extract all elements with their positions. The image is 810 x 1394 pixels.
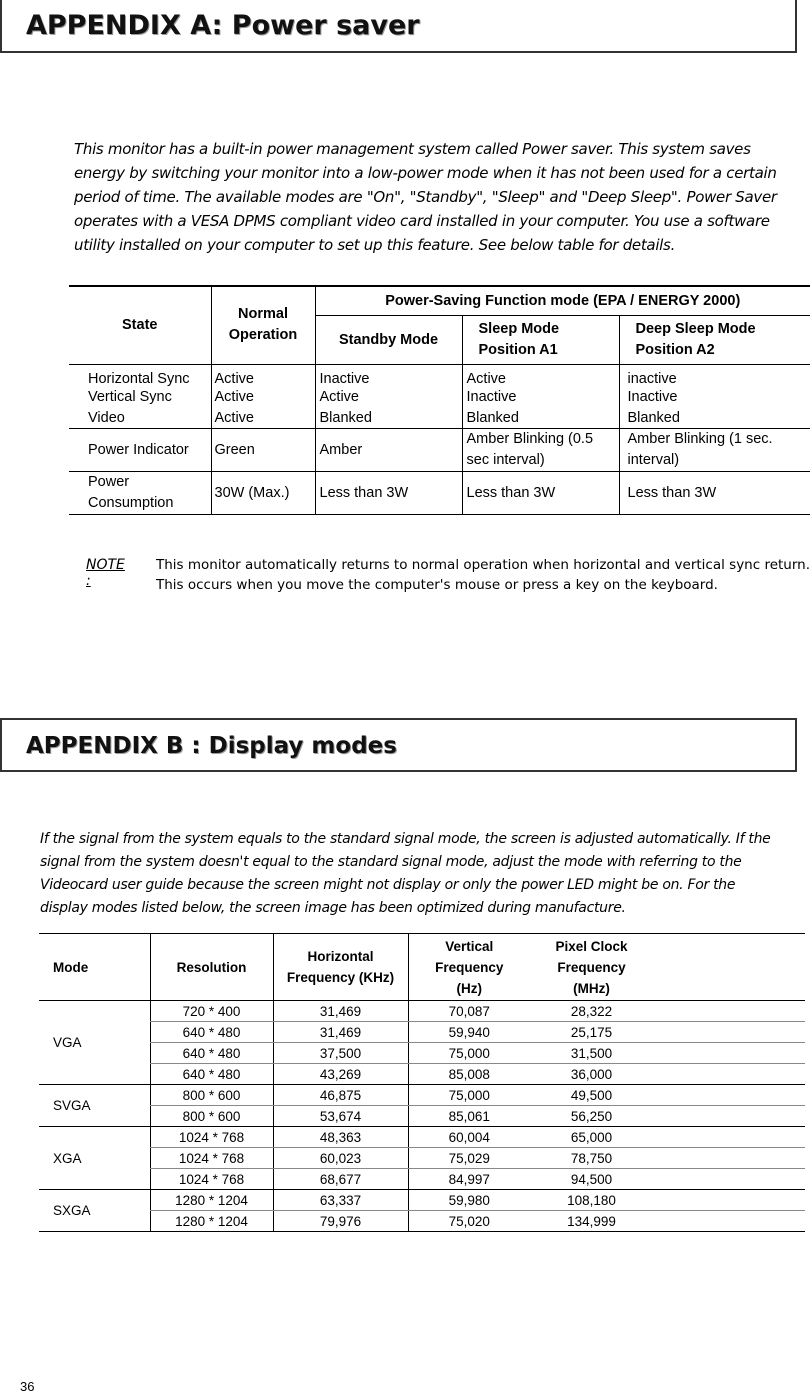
table-cell: 59,980 bbox=[408, 1190, 530, 1211]
table-cell: 75,029 bbox=[408, 1148, 530, 1169]
table-row bbox=[39, 1106, 805, 1127]
table-row bbox=[39, 1085, 805, 1106]
power-table-row bbox=[69, 408, 810, 429]
table-cell: 48,363 bbox=[273, 1127, 408, 1148]
table-cell: 43,269 bbox=[273, 1064, 408, 1085]
table-cell: 720 * 400 bbox=[150, 1001, 273, 1022]
table-cell: 31,469 bbox=[273, 1001, 408, 1022]
table-cell: 800 * 600 bbox=[150, 1085, 273, 1106]
appendix-a-title: APPENDIX A: Power saver bbox=[26, 10, 420, 41]
blank-cell bbox=[653, 1106, 805, 1127]
header-blank bbox=[653, 934, 805, 1001]
blank-cell bbox=[653, 1022, 805, 1043]
header-horizontal-frequency: Horizontal Frequency (KHz) bbox=[273, 934, 408, 1001]
header-state: State bbox=[69, 286, 211, 364]
table-row bbox=[39, 1190, 805, 1211]
header-vertical-frequency: Vertical Frequency (Hz) bbox=[408, 934, 530, 1001]
power-table-cell: Horizontal Sync bbox=[69, 364, 211, 387]
power-table-cell: Blanked bbox=[315, 408, 462, 429]
power-table-cell: Vertical Sync bbox=[69, 387, 211, 408]
power-table-cell: Inactive bbox=[627, 389, 678, 405]
power-table-cell: Blanked bbox=[462, 408, 619, 429]
table-row bbox=[39, 1064, 805, 1085]
appendix-b-intro: If the signal from the system equals to the standard signal mode, the screen is adjusted automatically. If the signal from the system doesn't equal to the standard signal mode, adjust the mode with referring to the Videocard user guide because the screen might not display or only the power LED might be on. For the display modes listed below, the screen image has been optimized during manufacture. bbox=[40, 831, 771, 916]
power-table-cell: Inactive bbox=[462, 387, 619, 408]
header-power-saving-group: Power-Saving Function mode (EPA / ENERGY 2000) bbox=[315, 286, 810, 315]
table-cell: 53,674 bbox=[273, 1106, 408, 1127]
page-number: 36 bbox=[20, 1379, 35, 1394]
table-cell: 1280 * 1204 bbox=[150, 1211, 273, 1232]
power-table-cell: Active bbox=[211, 408, 315, 429]
table-cell: 85,061 bbox=[408, 1106, 530, 1127]
blank-cell bbox=[653, 1085, 805, 1106]
table-cell: 75,020 bbox=[408, 1211, 530, 1232]
table-cell: 640 * 480 bbox=[150, 1043, 273, 1064]
power-table-cell: Amber bbox=[315, 429, 462, 472]
table-cell: 60,004 bbox=[408, 1127, 530, 1148]
table-cell: 94,500 bbox=[530, 1169, 653, 1190]
blank-cell bbox=[653, 1001, 805, 1022]
power-table-row bbox=[69, 387, 810, 408]
power-table-cell: Active bbox=[462, 364, 619, 387]
table-cell: 25,175 bbox=[530, 1022, 653, 1043]
table-cell: 68,677 bbox=[273, 1169, 408, 1190]
appendix-b-title: APPENDIX B : Display modes bbox=[26, 733, 397, 759]
mode-cell: SVGA bbox=[39, 1085, 150, 1127]
mode-cell: VGA bbox=[39, 1001, 150, 1085]
table-cell: 800 * 600 bbox=[150, 1106, 273, 1127]
table-cell: 46,875 bbox=[273, 1085, 408, 1106]
table-cell: 56,250 bbox=[530, 1106, 653, 1127]
header-pixel-clock: Pixel Clock Frequency (MHz) bbox=[530, 934, 653, 1001]
power-table-cell: Amber Blinking (0.5 sec interval) bbox=[462, 429, 619, 472]
header-resolution: Resolution bbox=[150, 934, 273, 1001]
table-cell: 1280 * 1204 bbox=[150, 1190, 273, 1211]
power-table-cell: Inactive bbox=[315, 364, 462, 387]
power-saver-table bbox=[69, 285, 810, 515]
table-row bbox=[39, 1001, 805, 1022]
table-cell: 70,087 bbox=[408, 1001, 530, 1022]
power-table-cell: Active bbox=[315, 387, 462, 408]
note-label: NOTE : bbox=[86, 557, 125, 589]
blank-cell bbox=[653, 1127, 805, 1148]
table-cell: 1024 * 768 bbox=[150, 1169, 273, 1190]
blank-cell bbox=[653, 1148, 805, 1169]
mode-cell: SXGA bbox=[39, 1190, 150, 1232]
blank-cell bbox=[653, 1211, 805, 1232]
power-table-cell: Amber Blinking (1 sec. interval) bbox=[619, 429, 810, 472]
appendix-b-header bbox=[0, 718, 797, 772]
note-line-1: This monitor automatically returns to normal operation when horizontal and vertical sync return. bbox=[156, 557, 810, 573]
table-cell: 63,337 bbox=[273, 1190, 408, 1211]
table-cell: 640 * 480 bbox=[150, 1064, 273, 1085]
table-cell: 49,500 bbox=[530, 1085, 653, 1106]
table-cell: 108,180 bbox=[530, 1190, 653, 1211]
header-deep-sleep-mode: Deep Sleep Mode Position A2 bbox=[619, 315, 810, 364]
power-table-cell: Video bbox=[69, 408, 211, 429]
table-cell: 75,000 bbox=[408, 1085, 530, 1106]
table-cell: 84,997 bbox=[408, 1169, 530, 1190]
table-cell: 640 * 480 bbox=[150, 1022, 273, 1043]
table-row bbox=[39, 1127, 805, 1148]
blank-cell bbox=[653, 1190, 805, 1211]
table-cell: 134,999 bbox=[530, 1211, 653, 1232]
header-mode: Mode bbox=[39, 934, 150, 1001]
table-cell: 37,500 bbox=[273, 1043, 408, 1064]
table-cell: 36,000 bbox=[530, 1064, 653, 1085]
power-table-cell: 30W (Max.) bbox=[211, 472, 315, 515]
table-cell: 79,976 bbox=[273, 1211, 408, 1232]
power-table-cell: Active bbox=[211, 364, 315, 387]
table-cell: 1024 * 768 bbox=[150, 1148, 273, 1169]
appendix-a-intro: This monitor has a built-in power management system called Power saver. This system saves energy by switching your monitor into a low-power mode when it has not been used for a certain period of time. The available modes are "On", "Standby", "Sleep" and "Deep Sleep". Power Saver operates with a VESA DPMS compliant video card installed in your computer. You use a software utility installed on your computer to set up this feature. See below table for details. bbox=[74, 140, 777, 254]
note-line-2: This occurs when you move the computer's mouse or press a key on the keyboard. bbox=[156, 577, 718, 593]
table-cell: 59,940 bbox=[408, 1022, 530, 1043]
blank-cell bbox=[653, 1169, 805, 1190]
mode-cell: XGA bbox=[39, 1127, 150, 1190]
table-row bbox=[39, 1169, 805, 1190]
power-table-cell: Power Consumption bbox=[69, 472, 211, 515]
table-cell: 78,750 bbox=[530, 1148, 653, 1169]
blank-cell bbox=[653, 1064, 805, 1085]
power-table-row bbox=[69, 364, 810, 387]
table-row bbox=[39, 1148, 805, 1169]
power-table-cell: inactive bbox=[627, 370, 677, 387]
power-table-cell: Power Indicator bbox=[69, 429, 211, 472]
table-row bbox=[39, 1043, 805, 1064]
table-cell: 65,000 bbox=[530, 1127, 653, 1148]
table-cell: 60,023 bbox=[273, 1148, 408, 1169]
appendix-a-header bbox=[0, 0, 797, 53]
table-cell: 28,322 bbox=[530, 1001, 653, 1022]
table-row bbox=[39, 1211, 805, 1232]
power-table-cell: Active bbox=[211, 387, 315, 408]
power-table-cell: Green bbox=[211, 429, 315, 472]
header-standby-mode: Standby Mode bbox=[315, 315, 462, 364]
table-cell: 31,500 bbox=[530, 1043, 653, 1064]
header-sleep-mode: Sleep Mode Position A1 bbox=[462, 315, 619, 364]
table-row bbox=[39, 1022, 805, 1043]
power-table-cell: Less than 3W bbox=[627, 484, 717, 501]
power-table-cell: Less than 3W bbox=[315, 472, 462, 515]
display-modes-table bbox=[39, 933, 805, 1232]
blank-cell bbox=[653, 1043, 805, 1064]
power-table-cell: Blanked bbox=[619, 408, 810, 429]
power-table-row bbox=[69, 472, 810, 515]
power-table-row bbox=[69, 429, 810, 472]
table-cell: 31,469 bbox=[273, 1022, 408, 1043]
power-table-cell: Less than 3W bbox=[462, 472, 619, 515]
table-cell: 1024 * 768 bbox=[150, 1127, 273, 1148]
table-cell: 75,000 bbox=[408, 1043, 530, 1064]
header-normal-operation: Normal Operation bbox=[211, 286, 315, 364]
table-cell: 85,008 bbox=[408, 1064, 530, 1085]
